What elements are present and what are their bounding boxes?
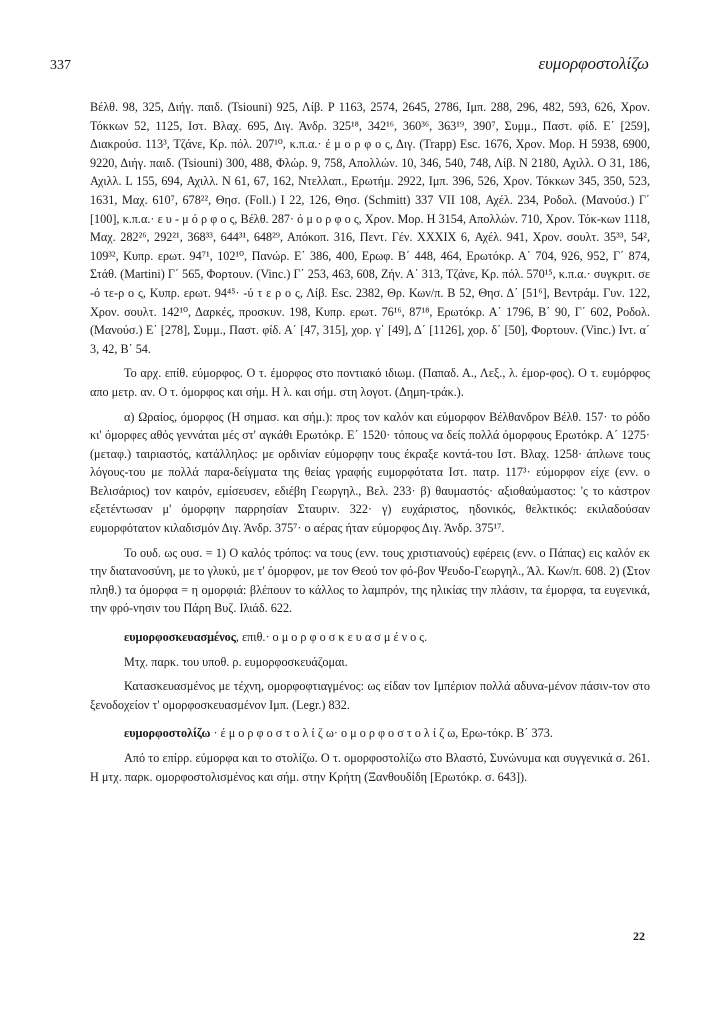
dictionary-body <box>90 98 650 792</box>
citations-paragraph: Βέλθ. 98, 325, Διήγ. παιδ. (Tsiouni) 925, Λίβ. P 1163, 2574, 2645, 2786, Ιμπ. 288, 296, 482, 593, 626, Χρον. Τόκκων 52, 1125, Ιστ. Βλαχ. 695, Διγ. Άνδρ. 325¹⁸, 342¹⁶, 360³⁶, 363¹⁹, 390⁷, Συμμ., Παστ. φίδ. Ε΄ [259], Διακρούσ. 113³, Τζάνε, Κρ. πόλ. 207¹⁰, κ.π.α.· έ μ ο ρ φ ο ς, Διγ. (Trapp) Esc. 1676, Χρον. Μορ. Η 5938, 6900, 9220, Διήγ. παιδ. (Tsiouni) 300, 488, Φλώρ. 9, 758, Απολλών. 10, 346, 540, 748, Λίβ. N 2180, Αχιλλ. Ο 31, 186, Αχιλλ. L 155, 694, Αχιλλ. Ν 61, 67, 162, Ντελλαπ., Ερωτήμ. 2922, Ιμπ. 396, 526, Χρον. Τόκκων 345, 350, 523, 1631, Μαχ. 610⁷, 678²², Θησ. (Foll.) Ι 22, 126, Θησ. (Schmitt) 337 VII 108, Αχέλ. 234, Ροδολ. (Μανούσ.) Γ΄ [100], κ.π.α.· ε υ - μ ό ρ φ ο ς, Βέλθ. 287· ό μ ο ρ φ ο ς, Χρον. Μορ. Η 3154, Απολλών. 710, Χρον. Τόκ-κων 1118, Μαχ. 282²⁶, 292²¹, 368³³, 644³¹, 648²⁹, Απόκοπ. 316, Πεντ. Γέν. XXXIX 6, Αχέλ. 941, Χρον. σουλτ. 35³³, 54², 109³², Κυπρ. ερωτ. 94⁷¹, 102¹⁰, Πανώρ. Ε΄ 386, 400, Ερωφ. Β΄ 448, 464, Ερωτόκρ. Α΄ 704, 926, 952, Γ΄ 874, Στάθ. (Martini) Γ΄ 565, Φορτουν. (Vinc.) Γ΄ 253, 463, 608, Ζήν. Α΄ 313, Τζάνε, Κρ. πόλ. 570¹⁵, κ.π.α.· συγκριτ. σε -ό τε-ρ ο ς, Κυπρ. ερωτ. 94⁴⁵· -ύ τ ε ρ ο ς, Λίβ. Esc. 2382, Θρ. Κων/π. Β 52, Θησ. Δ΄ [51⁶], Βεντράμ. Γυν. 122, Χρον. σουλτ. 142¹⁰, Δαρκές, προσκυν. 198, Κυπρ. ερωτ. 76¹⁶, 87¹⁸, Ερωτόκρ. Α΄ 1796, Β΄ 90, Γ΄ 602, Ροδολ. (Μανούσ.) Ε΄ [278], Συμμ., Παστ. φίδ. Α΄ [47, 315], χορ. γ΄ [49], Δ΄ [1126], χορ. δ΄ [50], Φορτουν. (Vinc.) Ιντ. α΄ 3, 42, Β΄ 54. <box>90 100 650 356</box>
page-signature: 22 <box>633 929 645 943</box>
neuter-usage-paragraph: Το ουδ. ως ουσ. = 1) Ο καλός τρόπος: να τους (ενν. τους χριστιανούς) εφέρεις (ενν. ο Πάπας) εις καλόν εκ την διατανοσύνη, με το γλυκύ, με τ' όμορφον, με τον Θεού τον φό-βον Ψευδο-Γεωργηλ., Άλ. Κων/π. 608. 2) (Στον πληθ.) τα όμορφα = η ομορφιά: βλέπουν το κάλλος το λαμπρόν, της ηλικίας την πλάσιν, τα έμορφα, τα ευγενικά, την φρό-νησιν του Πάρη Βυζ. Ιλιάδ. 622. <box>90 545 650 616</box>
page-number: 337 <box>50 58 71 73</box>
etymology-paragraph: Το αρχ. επίθ. εύμορφος. Ο τ. έμορφος στο ποντιακό ιδιωμ. (Παπαδ. Α., Λεξ., λ. έμορ-φος). Ο τ. ευμόρφος απο μετρ. αν. Ο τ. όμορφος και σήμ. Η λ. και σήμ. στη λογοτ. (Δημη-τράκ.). <box>90 366 650 399</box>
entry-header-evmorfoskevasmenos <box>90 628 650 647</box>
entry-lemma: ευμορφοσκευασμένος <box>124 630 236 645</box>
meanings-paragraph: α) Ωραίος, όμορφος (Η σημασ. και σήμ.): προς τον καλόν και εύμορφον Βέλθανδρον Βέλθ. 157· το ρόδο κι' όμορφες αθός γεννάται μές στ' αγκάθι Ερωτόκρ. Ε΄ 1520· τόπους να δείς πολλά όμορφους Ερωτόκρ. Α΄ 1275· (μεταφ.) ταιριαστός, κατάλληλος: με ορδινίαν εύμορφην τους έκραξε κοντά-του Ιστ. Βλαχ. 1258· άπλωνε τους λόγους-του με πολλά παρα-δείγματα της θείας γραφής ευμορφότατα Ιστ. πατρ. 117³· εύμορφον είχε (ενν. ο Βελισάριος) τον καιρόν, εμίσευσεν, εδιέβη Γεωργηλ., Βελ. 233· β) θαυμαστός· αξιοθαύμαστος: 'ς το κάστρον εξετέντωσαν μ' όμορφην παρρησίαν Σταυριν. 322· γ) ευχάριστος, ηδονικός, θελκτικός: εκιλαδούσαν ευμορφότατον κιλαδισμόν Διγ. Άνδρ. 375⁷· ο αέρας ήταν εύμορφος Διγ. Άνδρ. 375¹⁷. <box>90 409 650 536</box>
entry-forms: , επιθ.· ο μ ο ρ φ ο σ κ ε υ α σ μ έ ν ο ς. <box>235 630 428 645</box>
entry-forms: · έ μ ο ρ φ ο σ τ ο λ ί ζ ω· ο μ ο ρ φ ο σ τ ο λ ί ζ ω, Ερω-τόκρ. Β΄ 373. <box>210 726 553 741</box>
entry-lemma: ευμορφοστολίζω <box>124 726 211 741</box>
entry-grammar-note: Μτχ. παρκ. του υποθ. ρ. ευμορφοσκευάζομαι. <box>124 654 348 669</box>
entry-etymology: Από το επίρρ. εύμορφα και το στολίζω. Ο τ. ομορφοστολίζω στο Βλαστό, Συνώνυμα και συγγενικά σ. 261. Η μτχ. παρκ. ομορφοστολισμένος και σήμ. στην Κρήτη (Ξανθουδίδη [Ερωτόκρ. σ. 643]). <box>90 751 650 784</box>
entry-header-evmorfostolizo <box>90 724 650 743</box>
running-head-word: ευμορφοστολίζω <box>538 54 649 73</box>
entry-definition: Κατασκευασμένος με τέχνη, ομορφοφτιαγμένος: ως είδαν τον Ιμπέριον πολλά αδυνα-μένον πάσιν-τον στο ξενοδοχείον τ' ομορφοσκευασμένον Ιμπ. (Legr.) 832. <box>90 679 650 712</box>
